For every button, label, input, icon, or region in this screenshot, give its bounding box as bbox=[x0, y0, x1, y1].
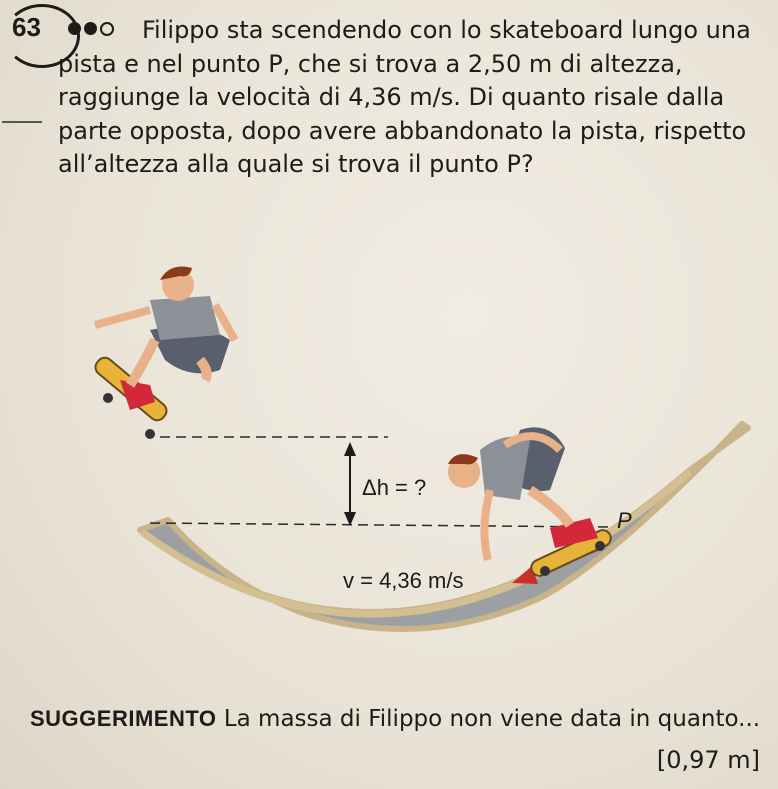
hint-text: La massa di Filippo non viene data in quanto... bbox=[216, 706, 761, 732]
hint-label: SUGGERIMENTO bbox=[30, 706, 217, 731]
point-p-label: P bbox=[617, 508, 632, 533]
ramp bbox=[140, 424, 748, 629]
answer-value: [0,97 m] bbox=[656, 746, 760, 774]
p-dashed-line bbox=[150, 523, 608, 527]
delta-h-label: Δh = ? bbox=[362, 475, 427, 500]
delta-h-arrowhead-up bbox=[344, 442, 356, 456]
hint-paragraph bbox=[30, 703, 770, 735]
exercise-number: 63 bbox=[12, 12, 41, 42]
velocity-label: v = 4,36 m/s bbox=[343, 568, 464, 593]
skater-airborne bbox=[92, 267, 235, 440]
delta-h-arrowhead-down bbox=[344, 512, 356, 526]
problem-text: Filippo sta scendendo con lo skateboard lungo una pista e nel punto P, che si trova a 2,50 m di altezza, raggiunge la velocità di 4,36 m/s. Di quanto risale dalla parte opposta, dopo avere abbandonato la pista, rispetto all’altezza alla quale si trova il punto P? bbox=[58, 16, 751, 178]
